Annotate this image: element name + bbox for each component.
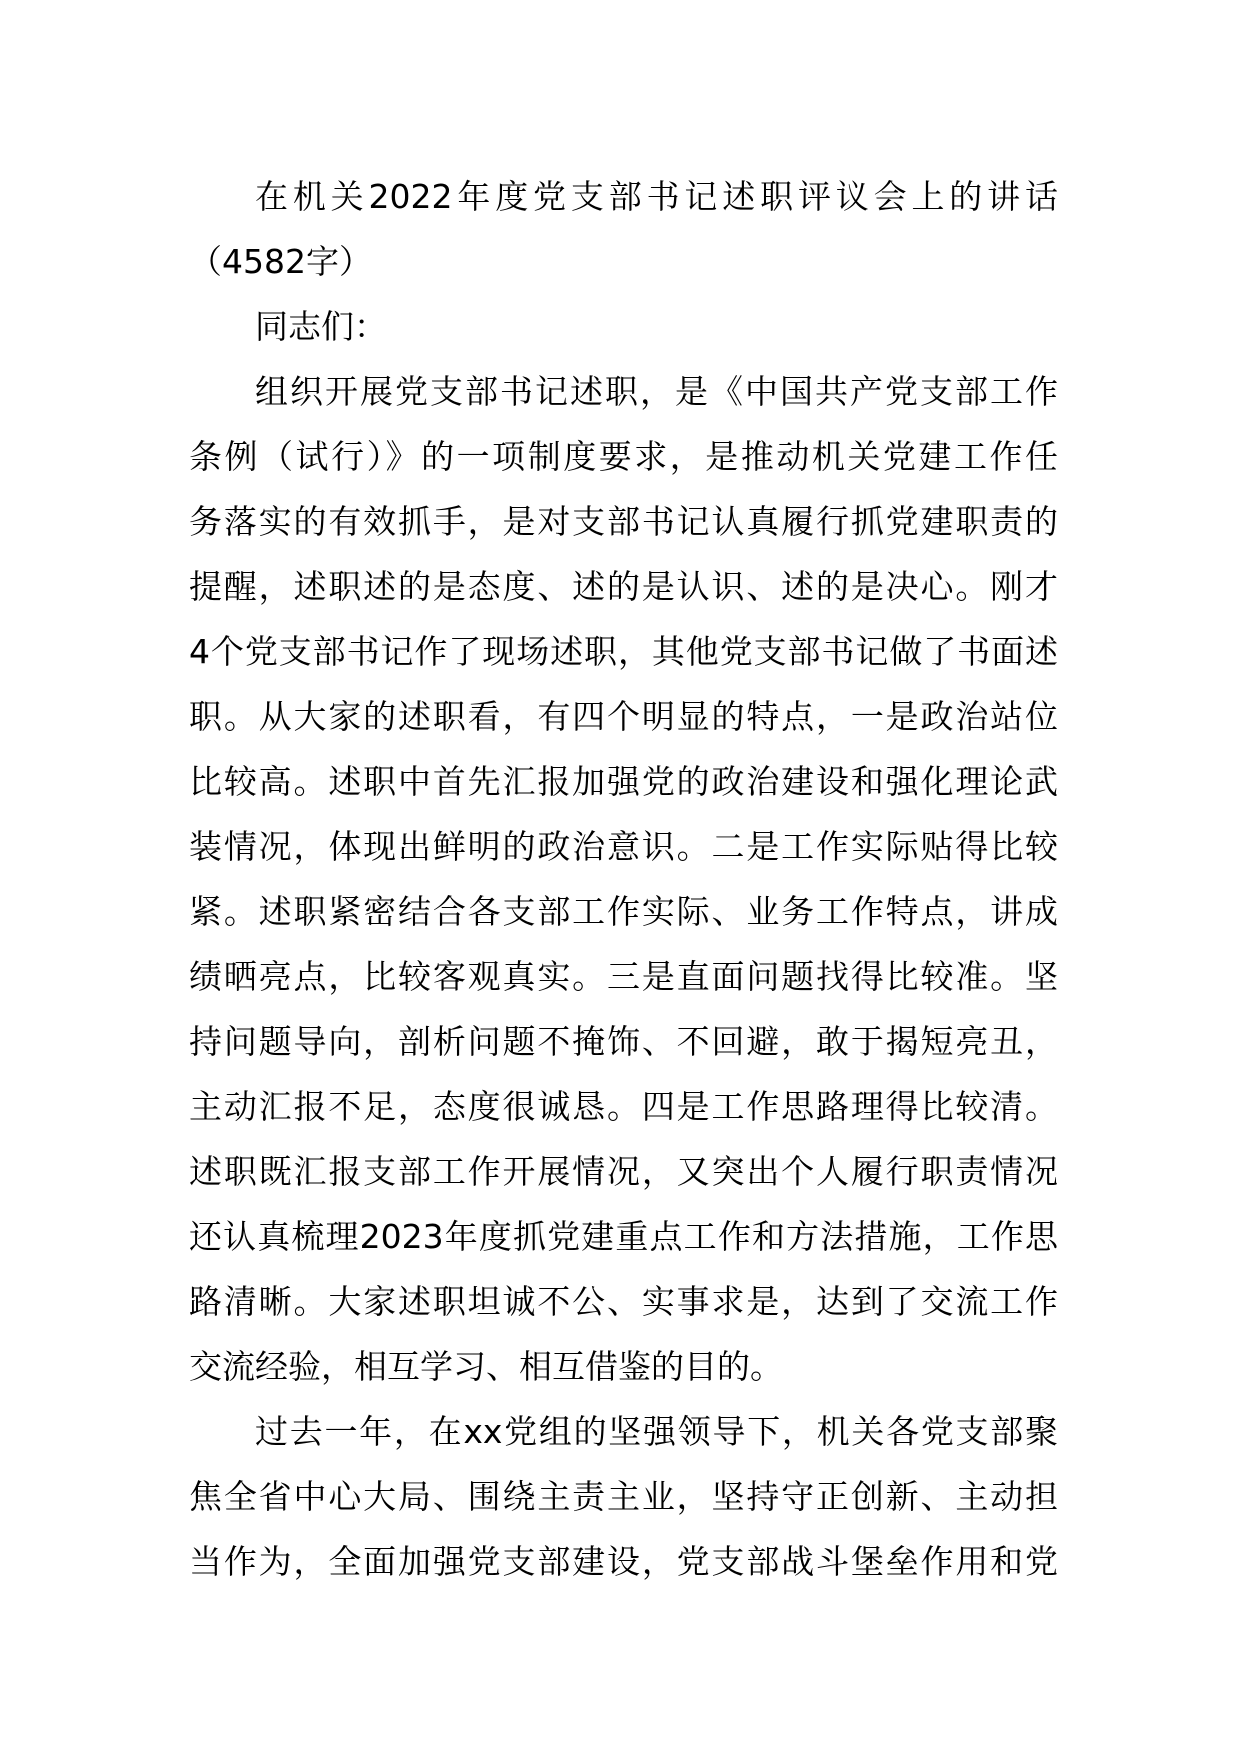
salutation: 同志们： xyxy=(255,307,387,346)
paragraph-line: 条例（试行）》的一项制度要求，是推动机关党建工作任 xyxy=(189,437,1058,476)
paragraph-line: 主动汇报不足，态度很诚恳。四是工作思路理得比较清。 xyxy=(189,1087,1058,1126)
document-title-line-2: （4582字） xyxy=(189,242,372,281)
document-body xyxy=(189,164,1058,1594)
paragraph-line: 当作为，全面加强党支部建设，党支部战斗堡垒作用和党 xyxy=(189,1542,1058,1581)
document-title-line-1: 在机关2022年度党支部书记述职评议会上的讲话 xyxy=(255,177,1058,216)
paragraph-line: 路清晰。大家述职坦诚不公、实事求是，达到了交流工作 xyxy=(189,1282,1058,1321)
paragraph-line: 比较高。述职中首先汇报加强党的政治建设和强化理论武 xyxy=(189,762,1058,801)
paragraph-line: 装情况，体现出鲜明的政治意识。二是工作实际贴得比较 xyxy=(189,827,1058,866)
paragraph-line: 务落实的有效抓手，是对支部书记认真履行抓党建职责的 xyxy=(189,502,1058,541)
paragraph-2 xyxy=(189,1399,1058,1594)
paragraph-line: 绩晒亮点，比较客观真实。三是直面问题找得比较准。坚 xyxy=(189,957,1058,996)
paragraph-line: 4个党支部书记作了现场述职，其他党支部书记做了书面述 xyxy=(189,632,1058,671)
paragraph-line: 交流经验，相互学习、相互借鉴的目的。 xyxy=(189,1347,783,1386)
paragraph-line: 焦全省中心大局、围绕主责主业，坚持守正创新、主动担 xyxy=(189,1477,1058,1516)
paragraph-1 xyxy=(189,359,1058,1399)
paragraph-line: 过去一年，在xx党组的坚强领导下，机关各党支部聚 xyxy=(255,1412,1058,1451)
paragraph-line: 提醒，述职述的是态度、述的是认识、述的是决心。刚才 xyxy=(189,567,1058,606)
paragraph-line: 还认真梳理2023年度抓党建重点工作和方法措施，工作思 xyxy=(189,1217,1058,1256)
paragraph-line: 组织开展党支部书记述职，是《中国共产党支部工作 xyxy=(255,372,1058,411)
paragraph-line: 紧。述职紧密结合各支部工作实际、业务工作特点，讲成 xyxy=(189,892,1058,931)
paragraph-line: 职。从大家的述职看，有四个明显的特点，一是政治站位 xyxy=(189,697,1058,736)
paragraph-line: 述职既汇报支部工作开展情况，又突出个人履行职责情况 xyxy=(189,1152,1058,1191)
paragraph-line: 持问题导向，剖析问题不掩饰、不回避，敢于揭短亮丑， xyxy=(189,1022,1058,1061)
